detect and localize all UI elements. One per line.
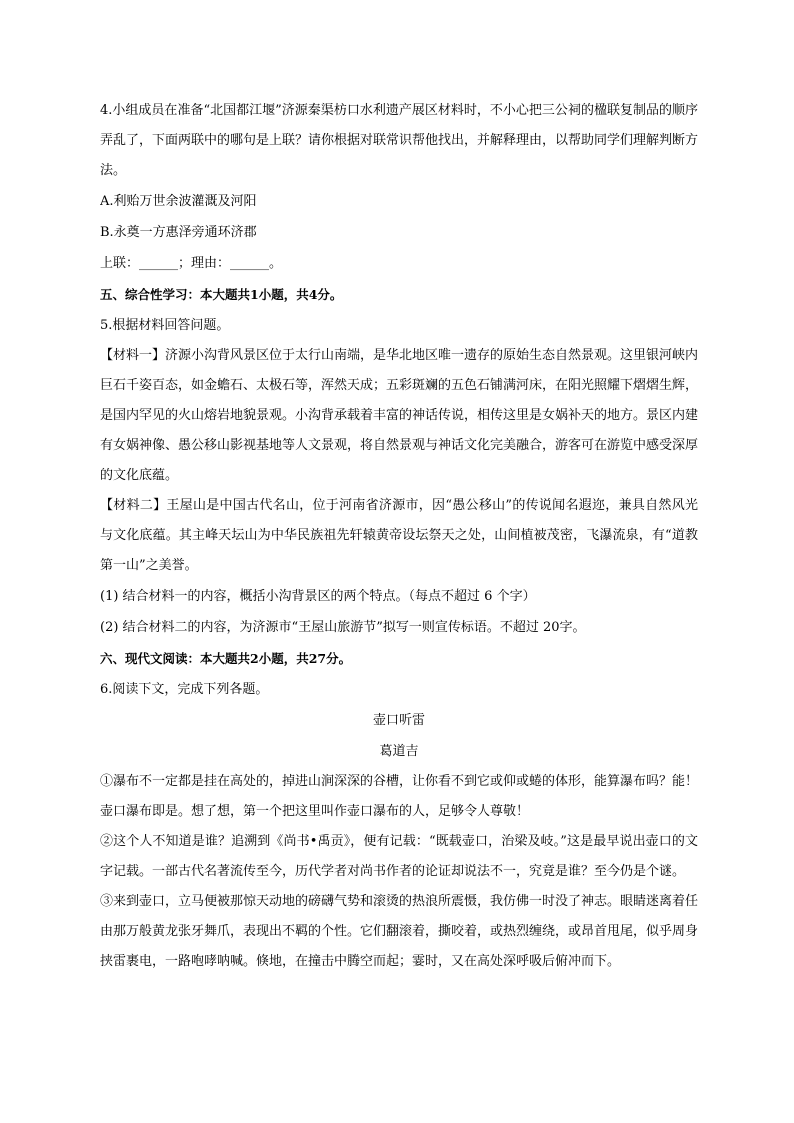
material-2: 【材料二】王屋山是中国古代名山，位于河南省济源市，因“愚公移山”的传说闻名遐迩，兼具自然风光与文化底蕴。其主峰天坛山为中华民族祖先轩辕黄帝设坛祭天之处，山间植被茂密，飞瀑流泉，有“道教第一山”之美誉。 xyxy=(100,498,698,573)
question-5-sub-2: (2) 结合材料二的内容，为济源市“王屋山旅游节”拟写一则宣传标语。不超过 20字。 xyxy=(100,620,586,635)
document-page xyxy=(100,103,699,977)
article-author: 葛道吉 xyxy=(379,744,419,759)
article-paragraph-1: ①瀑布不一定都是挂在高处的，掉进山涧深深的谷槽，让你看不到它或仰或蜷的体形，能算瀑布吗？能！壶口瀑布即是。想了想，第一个把这里叫作壶口瀑布的人，足够令人尊敬！ xyxy=(100,774,699,819)
article-paragraph-2: ②这个人不知道是谁？追溯到《尚书•禹贡》，便有记载：“既载壶口，治梁及岐。”这是最早说出壶口的文字记载。一部古代名著流传至今，历代学者对尚书作者的论证却说法不一，究竟是谁？至今仍是个谜。 xyxy=(100,834,698,879)
question-6: 6.阅读下文，完成下列各题。 xyxy=(100,682,269,697)
section-6-header: 六、现代文阅读：本大题共2小题，共27分。 xyxy=(100,651,352,666)
article-paragraph-3: ③来到壶口，立马便被那惊天动地的磅礴气势和滚烫的热浪所震慑，我仿佛一时没了神志。眼睛迷离着任由那万般黄龙张牙舞爪，表现出不羁的个性。它们翻滚着，撕咬着，或热烈缠绕，或昂首甩尾，似乎周身挟雷裹电，一路咆哮呐喊。倏地，在撞击中腾空而起；霎时，又在高处深呼吸后俯冲而下。 xyxy=(100,894,699,969)
question-4-answer-line: 上联：______；理由：______。 xyxy=(100,256,283,271)
question-5: 5.根据材料回答问题。 xyxy=(100,318,230,333)
article-title: 壶口听雷 xyxy=(372,713,425,728)
material-1: 【材料一】济源小沟背风景区位于太行山南端，是华北地区唯一遗存的原始生态自然景观。这里银河峡内巨石千姿百态，如金蟾石、太极石等，浑然天成；五彩斑斓的五色石铺满河床，在阳光照耀下熠熠生辉，是国内罕见的火山熔岩地貌景观。小沟背承载着丰富的神话传说，相传这里是女娲补天的地方。景区内建有女娲神像、愚公移山影视基地等人文景观，将自然景观与神话文化完美融合，游客可在游览中感受深厚的文化底蕴。 xyxy=(100,348,699,483)
question-5-sub-1: (1) 结合材料一的内容，概括小沟背景区的两个特点。（每点不超过 6 个字） xyxy=(100,589,536,604)
question-4-option-a: A.利贻万世余波灌溉及河阳 xyxy=(100,194,257,209)
question-4-option-b: B.永奠一方惠泽旁通环济郡 xyxy=(100,225,257,240)
question-4-stem: 4.小组成员在准备“北国都江堰”济源秦渠枋口水利遗产展区材料时，不小心把三公祠的楹联复制品的顺序弄乱了，下面两联中的哪句是上联？请你根据对联常识帮他找出，并解释理由，以帮助同学们理解判断方法。 xyxy=(100,103,699,178)
section-5-header: 五、综合性学习：本大题共1小题，共4分。 xyxy=(100,287,343,302)
